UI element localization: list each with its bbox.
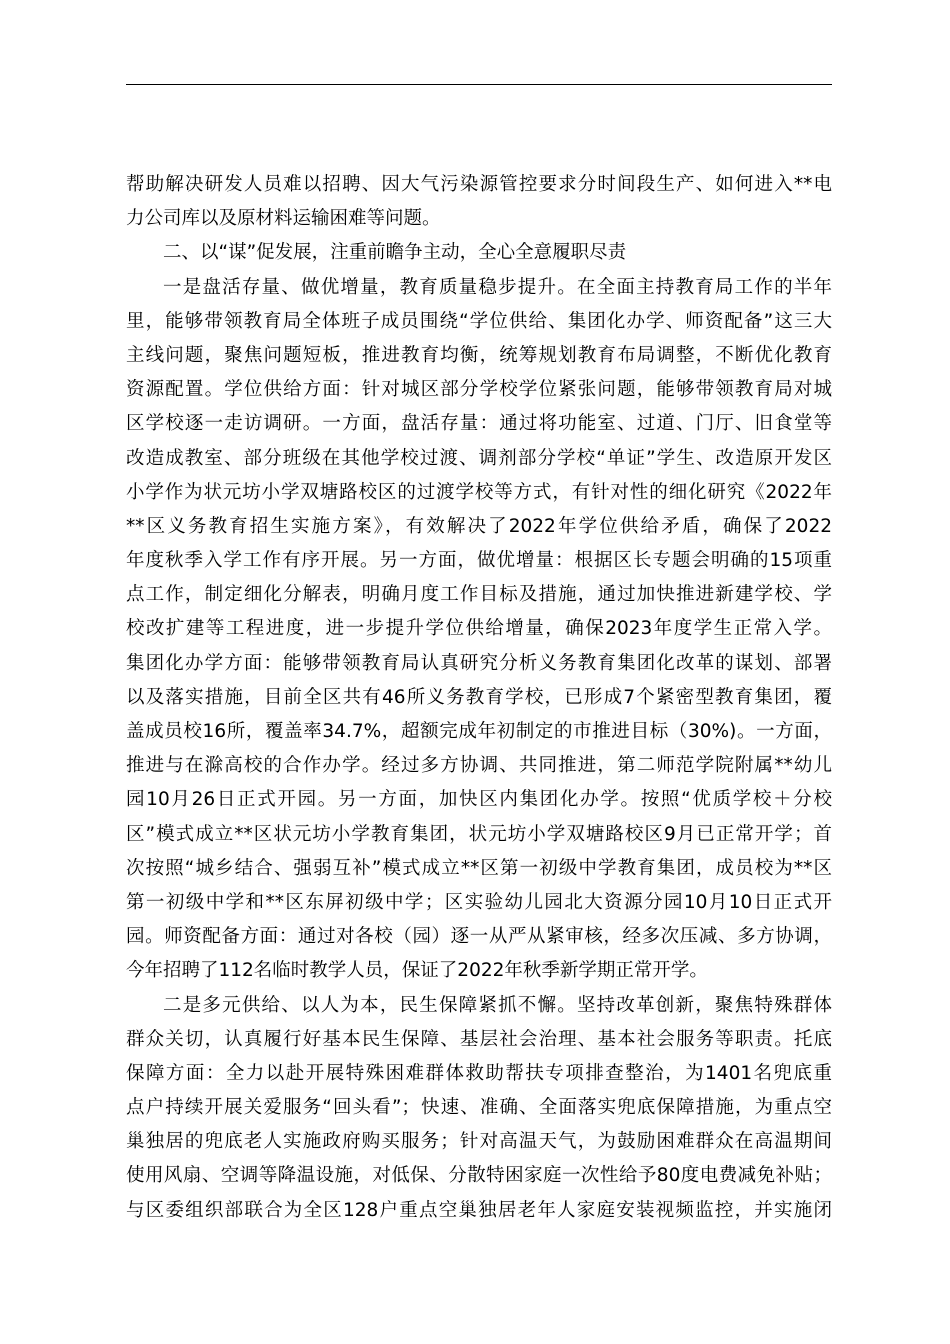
- text-line: 巢独居的兜底老人实施政府购买服务；针对高温天气，为鼓励困难群众在高温期间: [126, 1131, 832, 1153]
- text-line: 年度秋季入学工作有序开展。另一方面，做优增量：根据区长专题会明确的15项重: [126, 550, 832, 572]
- text-line: 校改扩建等工程进度，进一步提升学位供给增量，确保2023年度学生正常入学。: [126, 618, 832, 640]
- section-heading: 二、以“谋”促发展，注重前瞻争主动，全心全意履职尽责: [163, 242, 627, 264]
- paragraph-start-line: 一是盘活存量、做优增量，教育质量稳步提升。在全面主持教育局工作的半年: [163, 276, 832, 298]
- text-line: 推进与在滁高校的合作办学。经过多方协调、共同推进，第二师范学院附属**幼儿: [126, 755, 832, 777]
- document-body: [126, 168, 832, 1228]
- text-line: 帮助解决研发人员难以招聘、因大气污染源管控要求分时间段生产、如何进入**电: [126, 174, 832, 195]
- text-line: 园。师资配备方面：通过对各校（园）逐一从严从紧审核，经多次压减、多方协调，: [126, 926, 832, 948]
- paragraph-start-line: 二是多元供给、以人为本，民生保障紧抓不懈。坚持改革创新，聚焦特殊群体: [163, 994, 832, 1016]
- text-line: 园10月26日正式开园。另一方面，加快区内集团化办学。按照“优质学校＋分校: [126, 789, 832, 811]
- text-line: 集团化办学方面：能够带领教育局认真研究分析义务教育集团化改革的谋划、部署: [126, 652, 832, 674]
- text-line: 主线问题，聚焦问题短板，推进教育均衡，统筹规划教育布局调整，不断优化教育: [126, 344, 832, 366]
- text-line: 保障方面：全力以赴开展特殊困难群体救助帮扶专项排查整治，为1401名兜底重: [126, 1062, 832, 1084]
- text-line: 群众关切，认真履行好基本民生保障、基层社会治理、基本社会服务等职责。托底: [126, 1028, 832, 1050]
- text-line: 资源配置。学位供给方面：针对城区部分学校学位紧张问题，能够带领教育局对城: [126, 379, 832, 401]
- text-line: 使用风扇、空调等降温设施，对低保、分散特困家庭一次性给予80度电费减免补贴；: [126, 1165, 832, 1187]
- text-line: 里，能够带领教育局全体班子成员围绕“学位供给、集团化办学、师资配备”这三大: [126, 310, 832, 332]
- text-line: 点工作，制定细化分解表，明确月度工作目标及措施，通过加快推进新建学校、学: [126, 584, 832, 606]
- text-line: 与区委组织部联合为全区128户重点空巢独居老年人家庭安装视频监控，并实施闭: [126, 1199, 832, 1221]
- text-line: 次按照“城乡结合、强弱互补”模式成立**区第一初级中学教育集团，成员校为**区: [126, 857, 832, 879]
- text-line: 改造成教室、部分班级在其他学校过渡、调剂部分学校“单证”学生、改造原开发区: [126, 447, 832, 469]
- text-line: 今年招聘了112名临时教学人员，保证了2022年秋季新学期正常开学。: [126, 960, 708, 982]
- text-line: 点户持续开展关爱服务“回头看”；快速、准确、全面落实兜底保障措施，为重点空: [126, 1097, 832, 1119]
- text-line: **区义务教育招生实施方案》，有效解决了2022年学位供给矛盾，确保了2022: [126, 515, 832, 537]
- header-rule: [126, 84, 832, 85]
- text-line: 以及落实措施，目前全区共有46所义务教育学校，已形成7个紧密型教育集团，覆: [126, 686, 832, 708]
- text-line: 区学校逐一走访调研。一方面，盘活存量：通过将功能室、过道、门厅、旧食堂等: [126, 413, 832, 435]
- text-line: 盖成员校16所，覆盖率34.7%，超额完成年初制定的市推进目标（30%)。一方面，: [126, 721, 832, 742]
- text-line: 第一初级中学和**区东屏初级中学；区实验幼儿园北大资源分园10月10日正式开: [126, 891, 832, 913]
- text-line: 力公司库以及原材料运输困难等问题。: [126, 208, 441, 230]
- text-line: 小学作为状元坊小学双塘路校区的过渡学校等方式，有针对性的细化研究《2022年: [126, 481, 832, 503]
- text-line: 区”模式成立**区状元坊小学教育集团，状元坊小学双塘路校区9月已正常开学；首: [126, 823, 832, 845]
